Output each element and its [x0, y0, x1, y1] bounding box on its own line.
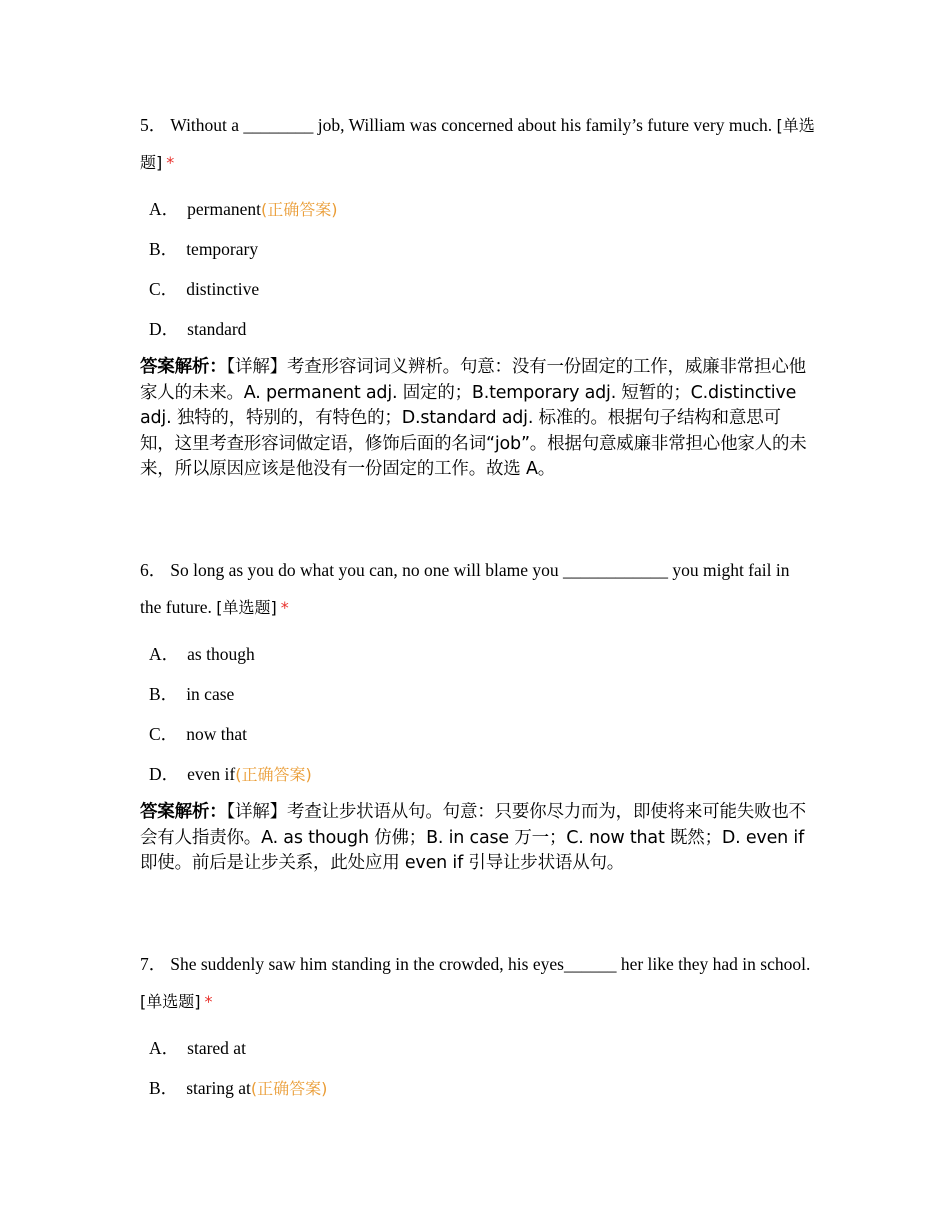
option-letter: C．: [149, 724, 179, 744]
option-text: standard: [187, 319, 247, 339]
option-d[interactable]: [149, 309, 815, 349]
option-b[interactable]: [149, 229, 815, 269]
option-text: even if: [187, 764, 236, 784]
question-stem: [140, 946, 815, 1020]
option-list: [149, 1028, 815, 1108]
analysis-label: 答案解析：: [140, 357, 227, 377]
answer-analysis: [140, 800, 815, 877]
option-letter: D．: [149, 319, 180, 339]
question-5: [140, 107, 815, 483]
option-letter: A．: [149, 199, 180, 219]
option-text: in case: [186, 684, 235, 704]
correct-answer-tag: (正确答案): [235, 765, 312, 784]
option-text: staring at: [186, 1078, 251, 1098]
correct-answer-tag: (正确答案): [261, 200, 338, 219]
option-letter: B．: [149, 1078, 179, 1098]
option-b[interactable]: [149, 674, 815, 714]
option-letter: C．: [149, 279, 179, 299]
question-6: [140, 552, 815, 877]
question-type: [单选题]: [140, 992, 201, 1011]
answer-analysis: [140, 355, 815, 483]
required-mark: *: [204, 992, 213, 1011]
option-text: now that: [186, 724, 247, 744]
option-text: as though: [187, 644, 255, 664]
question-type: [单选题]: [216, 598, 277, 617]
option-text: distinctive: [186, 279, 260, 299]
question-type: [单选题]: [140, 116, 815, 172]
option-list: [149, 634, 815, 794]
question-text: She suddenly saw him standing in the crowded, his eyes______ her like they had in school.: [170, 954, 811, 974]
option-letter: D．: [149, 764, 180, 784]
required-mark: *: [280, 598, 289, 617]
option-text: stared at: [187, 1038, 246, 1058]
question-number: 6．: [140, 560, 167, 580]
option-text: temporary: [186, 239, 259, 259]
analysis-text: 【详解】考查形容词词义辨析。句意：没有一份固定的工作，威廉非常担心他家人的未来。A. permanent adj. 固定的；B.temporary adj. 短暂的；C.distinctive adj. 独特的，特别的，有特色的；D.standard adj. 标准的。根据句子结构和意思可知，这里考查形容词做定语，修饰后面的名词“job”。根据句意威廉非常担心他家人的未来，所以原因应该是他没有一份固定的工作。故选 A。: [140, 357, 807, 479]
option-c[interactable]: [149, 269, 815, 309]
question-number: 5．: [140, 115, 167, 135]
question-text: Without a ________ job, William was concerned about his family’s future very much.: [170, 115, 773, 135]
option-text: permanent: [187, 199, 261, 219]
question-stem: [140, 552, 815, 626]
option-letter: B．: [149, 239, 179, 259]
option-b[interactable]: [149, 1068, 815, 1108]
required-mark: *: [166, 153, 175, 172]
question-7: [140, 946, 815, 1108]
question-number: 7．: [140, 954, 167, 974]
option-a[interactable]: [149, 189, 815, 229]
correct-answer-tag: (正确答案): [250, 1079, 328, 1098]
question-text: So long as you do what you can, no one will blame you ____________ you might fail in the future.: [140, 560, 790, 617]
option-a[interactable]: [149, 634, 815, 674]
question-stem: [140, 107, 815, 181]
option-letter: B．: [149, 684, 179, 704]
option-list: [149, 189, 815, 349]
option-letter: A．: [149, 644, 180, 664]
analysis-text: 【详解】考查让步状语从句。句意：只要你尽力而为，即使将来可能失败也不会有人指责你。A. as though 仿佛；B. in case 万一；C. now that 既然；D. even if 即使。前后是让步关系，此处应用 even if 引导让步状语从句。: [140, 802, 806, 873]
option-a[interactable]: [149, 1028, 815, 1068]
option-d[interactable]: [149, 754, 815, 794]
analysis-label: 答案解析：: [140, 802, 227, 822]
option-letter: A．: [149, 1038, 180, 1058]
option-c[interactable]: [149, 714, 815, 754]
